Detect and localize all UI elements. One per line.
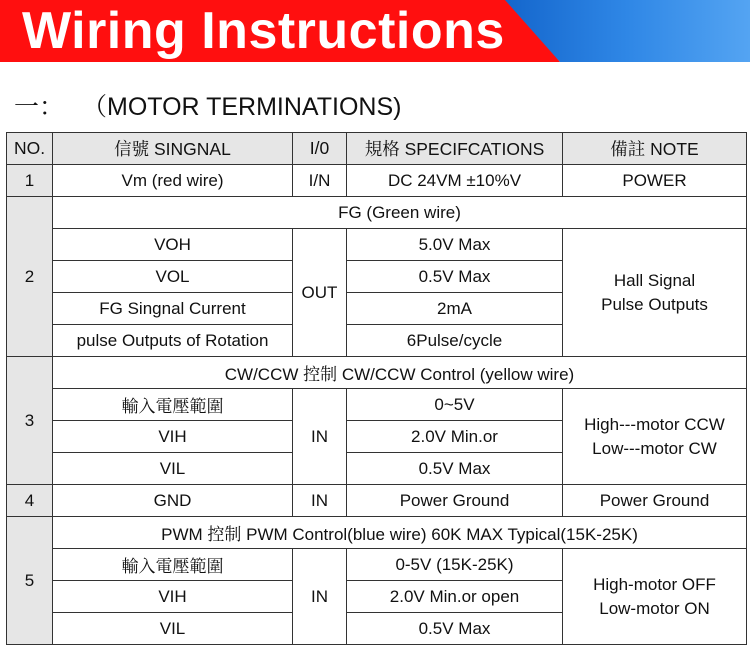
io-cell: IN (293, 549, 347, 645)
io-cell: OUT (293, 229, 347, 357)
io-cell: I/N (293, 165, 347, 197)
group-title: CW/CCW 控制 CW/CCW Control (yellow wire) (53, 357, 747, 389)
spec-cell: 2.0V Min.or (347, 421, 563, 453)
io-cell: IN (293, 389, 347, 485)
section-heading (14, 90, 401, 124)
signal-cell: VIH (53, 581, 293, 613)
note-line: Low---motor CW (592, 438, 717, 458)
table-row (7, 517, 747, 549)
note-cell: Power Ground (563, 485, 747, 517)
table-row (7, 549, 747, 581)
spec-cell: 0.5V Max (347, 261, 563, 293)
spec-cell: Power Ground (347, 485, 563, 517)
signal-cell: VOH (53, 229, 293, 261)
spec-cell: 0~5V (347, 389, 563, 421)
spec-cell: DC 24VM ±10%V (347, 165, 563, 197)
note-line: High-motor OFF (593, 574, 716, 594)
table-row (7, 165, 747, 197)
group-title: PWM 控制 PWM Control(blue wire) 60K MAX Typical(15K-25K) (53, 517, 747, 549)
signal-cell: FG Singnal Current (53, 293, 293, 325)
spec-cell: 2.0V Min.or open (347, 581, 563, 613)
table-header-row (7, 133, 747, 165)
table-row (7, 485, 747, 517)
motor-terminations-table (6, 132, 747, 645)
header-note: 備註 NOTE (563, 133, 747, 165)
signal-cell: VIL (53, 613, 293, 645)
signal-cell: pulse Outputs of Rotation (53, 325, 293, 357)
header-spec: 規格 SPECIFCATIONS (347, 133, 563, 165)
note-cell (563, 229, 747, 357)
signal-cell: 輸入電壓範圍 (53, 549, 293, 581)
table-row (7, 229, 747, 261)
note-line: High---motor CCW (584, 414, 725, 434)
io-cell: IN (293, 485, 347, 517)
signal-cell: GND (53, 485, 293, 517)
spec-cell: 6Pulse/cycle (347, 325, 563, 357)
row-number: 2 (7, 197, 53, 357)
section-number: 一： (14, 93, 65, 121)
signal-cell: Vm (red wire) (53, 165, 293, 197)
spec-cell: 0-5V (15K-25K) (347, 549, 563, 581)
header-no: NO. (7, 133, 53, 165)
spec-cell: 5.0V Max (347, 229, 563, 261)
signal-cell: VOL (53, 261, 293, 293)
note-cell (563, 389, 747, 485)
note-line: Pulse Outputs (601, 294, 708, 314)
signal-cell: 輸入電壓範圍 (53, 389, 293, 421)
row-number: 1 (7, 165, 53, 197)
row-number: 4 (7, 485, 53, 517)
spec-cell: 0.5V Max (347, 613, 563, 645)
table-row (7, 357, 747, 389)
spec-cell: 0.5V Max (347, 453, 563, 485)
signal-cell: VIL (53, 453, 293, 485)
spec-cell: 2mA (347, 293, 563, 325)
section-title: （MOTOR TERMINATIONS) (82, 93, 402, 121)
note-line: Low-motor ON (599, 598, 710, 618)
table-row (7, 389, 747, 421)
group-title: FG (Green wire) (53, 197, 747, 229)
note-line: Hall Signal (613, 270, 696, 290)
header-io: I/0 (293, 133, 347, 165)
note-cell (563, 549, 747, 645)
note-cell: POWER (563, 165, 747, 197)
row-number: 5 (7, 517, 53, 645)
header-signal: 信號 SINGNAL (53, 133, 293, 165)
header-banner (0, 0, 750, 62)
row-number: 3 (7, 357, 53, 485)
page-title: Wiring Instructions (22, 2, 505, 60)
table-row (7, 197, 747, 229)
signal-cell: VIH (53, 421, 293, 453)
